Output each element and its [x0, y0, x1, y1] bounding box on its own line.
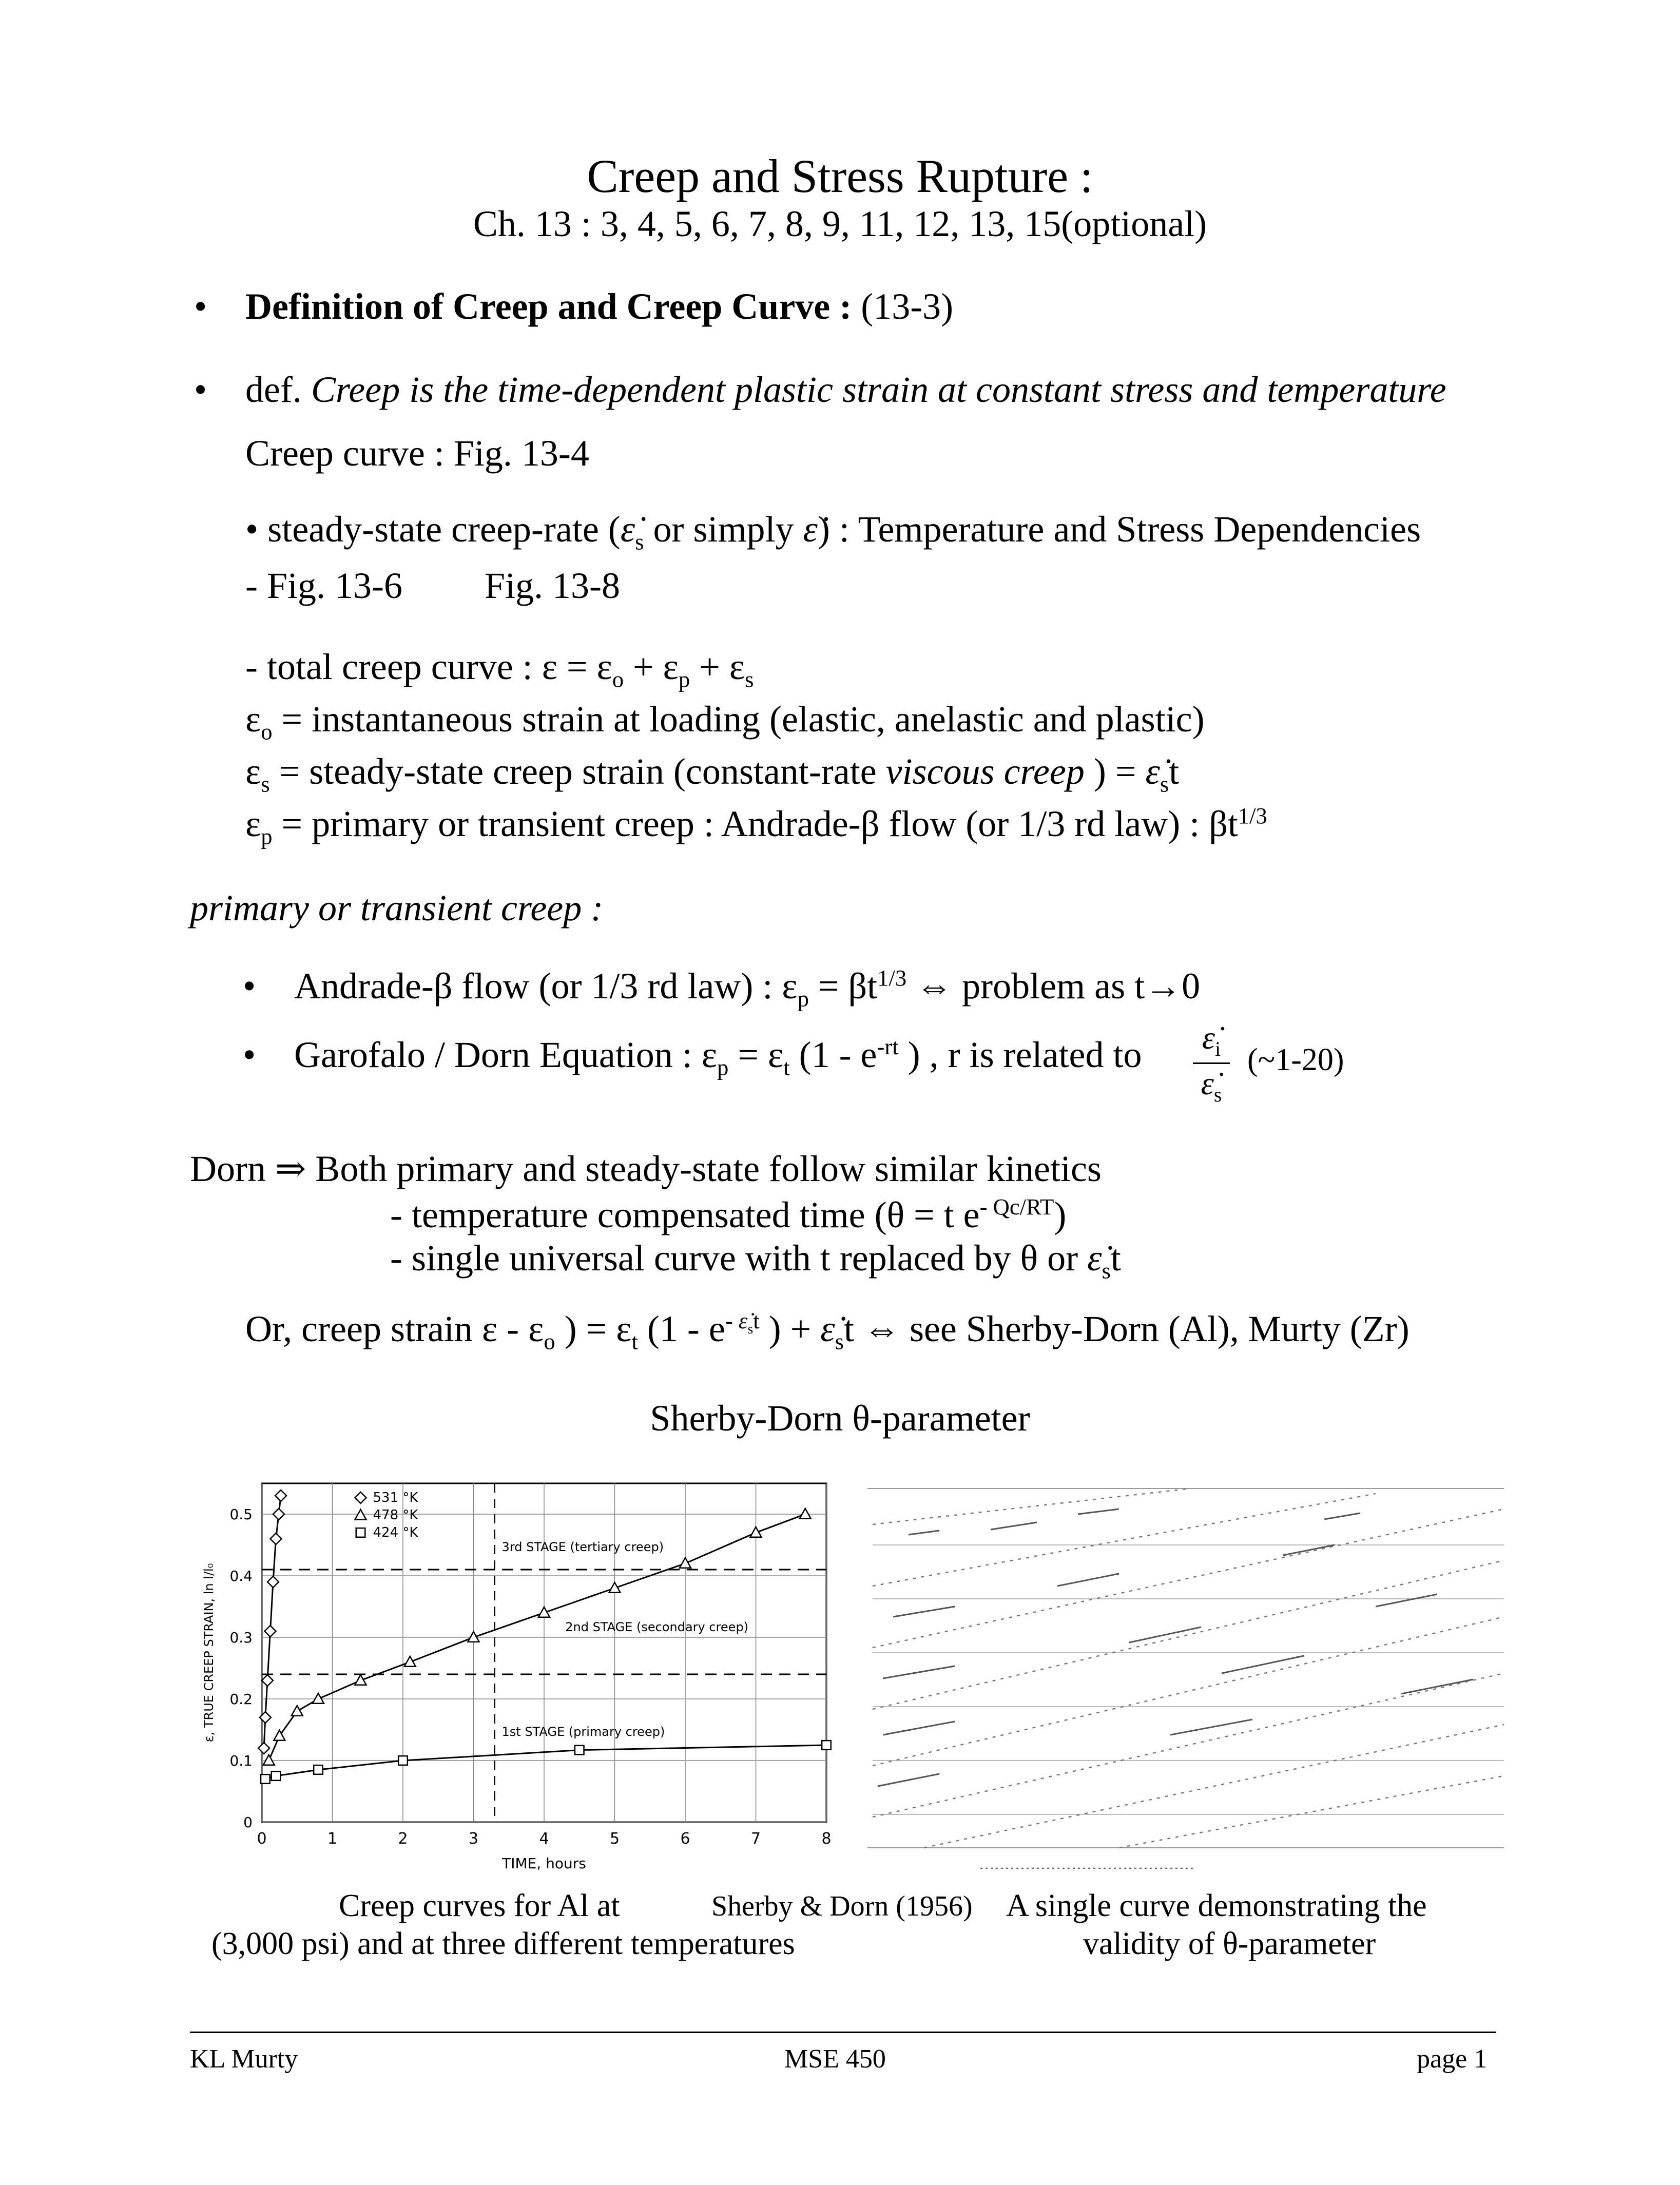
eps-dot-symbol: ε̇ — [1145, 751, 1160, 792]
superscript-exp — [725, 1308, 760, 1337]
steady-state-text-a: • steady-state creep-rate ( — [245, 509, 621, 550]
x-axis-label: TIME, hours — [502, 1855, 586, 1872]
creep-definition — [245, 369, 1446, 411]
y-axis-label: ε, TRUE CREEP STRAIN, ln l/l₀ — [202, 1563, 216, 1743]
dorn-text: (1 - e — [638, 1308, 725, 1349]
subscript-o: o — [612, 666, 624, 692]
data-point-diamond — [262, 1675, 273, 1686]
ratio-range: (~1-20) — [1247, 1042, 1344, 1077]
legend-entry: 424 °K — [373, 1525, 418, 1540]
creep-curves-chart — [185, 1468, 847, 1879]
eps-symbol: ε — [245, 751, 261, 792]
data-point-triangle — [404, 1656, 416, 1667]
footer-author: KL Murty — [190, 2044, 298, 2074]
primary-creep-heading-text: primary or transient creep : — [190, 887, 604, 929]
footer-page-number: page 1 — [1417, 2044, 1488, 2074]
dorn-text: t ⇔ see Sherby-Dorn (Al), Murty (Zr) — [843, 1308, 1409, 1349]
subscript-p: p — [678, 666, 690, 692]
subscript-t: t — [631, 1328, 638, 1355]
dorn-line-2 — [390, 1194, 1066, 1236]
data-point-triangle — [274, 1730, 285, 1741]
y-tick-label: 0.4 — [229, 1568, 253, 1584]
legend-entry: 478 °K — [373, 1507, 418, 1523]
eps-dot-symbol: ε̇ — [1201, 1065, 1214, 1102]
definition-text: = primary or transient creep : Andrade-β flow (or 1/3 rd law) : βt — [272, 803, 1238, 844]
eps-dot-symbol: ε̇ — [620, 509, 635, 550]
data-point-diamond — [258, 1743, 269, 1754]
series-line — [264, 1496, 281, 1748]
eps-symbol: ε — [245, 803, 261, 844]
subscript-s: s — [635, 529, 644, 555]
dorn-text: t — [1110, 1237, 1121, 1279]
data-point-diamond — [355, 1492, 366, 1503]
superscript-one-third: 1/3 — [1238, 803, 1267, 828]
steady-state-text-b: or simply — [644, 509, 803, 550]
dorn-text: - single universal curve with t replaced by θ or — [390, 1237, 1088, 1279]
fraction-denominator — [1191, 1067, 1232, 1105]
fraction-numerator — [1191, 1021, 1232, 1059]
dorn-line-4 — [245, 1308, 1409, 1355]
caption-left-line-1: Creep curves for Al at — [339, 1888, 620, 1923]
garofalo-bullet — [294, 1034, 1142, 1081]
subscript-s: s — [1213, 1084, 1222, 1107]
x-tick-label: 7 — [750, 1830, 761, 1848]
section-definition-label: Definition of Creep and Creep Curve : — [245, 286, 852, 327]
primary-creep-heading — [190, 887, 603, 930]
section-definition-heading — [245, 285, 953, 328]
y-tick-label: 0 — [243, 1814, 253, 1831]
x-tick-label: 3 — [468, 1830, 479, 1848]
series-square — [261, 1741, 831, 1784]
data-point-triangle — [313, 1693, 324, 1704]
data-point-triangle — [680, 1558, 691, 1568]
data-point-diamond — [271, 1533, 282, 1544]
definition-text: = instantaneous strain at loading (elastic, anelastic and plastic) — [272, 699, 1205, 740]
dorn-text: - temperature compensated time (θ = t e — [390, 1194, 980, 1235]
stage-annotation: 1st STAGE (primary creep) — [501, 1725, 665, 1739]
chart-legend — [355, 1490, 419, 1540]
x-tick-label: 8 — [821, 1830, 832, 1848]
eq-text: + ε — [624, 646, 679, 687]
section-definition-ref: (13-3) — [861, 286, 954, 327]
y-tick-label: 0.3 — [229, 1629, 253, 1646]
caption-right-line-1: A single curve demonstrating the — [1006, 1888, 1427, 1923]
fig-13-8-ref: Fig. 13-8 — [485, 565, 621, 606]
subscript-s: s — [1160, 771, 1169, 797]
subscript-s: s — [261, 771, 270, 797]
data-point-diamond — [275, 1490, 286, 1501]
subscript-s: s — [747, 1320, 754, 1337]
fig-13-6-ref: - Fig. 13-6 — [245, 565, 402, 606]
x-tick-label: 2 — [398, 1830, 408, 1848]
subscript-s: s — [835, 1328, 844, 1355]
garofalo-text: = ε — [728, 1034, 784, 1075]
subscript-p: p — [261, 823, 273, 849]
data-point-triangle — [355, 1510, 366, 1520]
data-point-diamond — [267, 1576, 279, 1588]
superscript-text: t — [753, 1308, 760, 1333]
theta-parameter-figure — [862, 1478, 1514, 1889]
x-tick-label: 0 — [257, 1830, 267, 1848]
definition-text: Creep is the time-dependent plastic strain at constant stress and temperature — [311, 369, 1446, 410]
definition-text: ) = — [1084, 751, 1146, 792]
eps-dot-symbol: ε̇ — [1202, 1019, 1215, 1056]
eq-text: + ε — [690, 646, 745, 687]
fraction-bar — [1193, 1062, 1230, 1064]
data-point-square — [356, 1528, 365, 1537]
subscript-s: s — [1102, 1258, 1111, 1284]
dorn-line-1: Dorn ⇒ Both primary and steady-state follow similar kinetics — [190, 1148, 1102, 1189]
page-title: Creep and Stress Rupture : — [587, 150, 1093, 202]
rate-ratio-fraction — [1191, 1021, 1232, 1106]
eps-symbol: ε — [245, 699, 261, 740]
definition-text: = steady-state creep strain (constant-rate — [269, 751, 886, 792]
stage-annotation: 3rd STAGE (tertiary creep) — [501, 1540, 664, 1554]
dorn-text: ) + — [759, 1308, 821, 1349]
data-point-square — [575, 1746, 584, 1755]
x-tick-label: 4 — [539, 1830, 549, 1848]
caption-source: Sherby & Dorn (1956) — [711, 1890, 973, 1922]
dorn-text: ) — [1054, 1194, 1067, 1235]
andrade-text: ⇔ problem as t→0 — [906, 965, 1201, 1007]
stage-annotation: 2nd STAGE (secondary creep) — [565, 1620, 749, 1634]
viscous-creep-text: viscous creep — [885, 751, 1085, 792]
data-point-square — [398, 1756, 408, 1765]
dorn-text: Or, creep strain ε - ε — [245, 1308, 544, 1349]
x-tick-label: 5 — [609, 1830, 620, 1848]
subscript-o: o — [261, 719, 273, 745]
superscript-qc-rt: - Qc/RT — [979, 1194, 1054, 1220]
y-tick-label: 0.2 — [229, 1691, 253, 1708]
x-tick-label: 1 — [327, 1830, 338, 1848]
eps-dot-symbol: ε̇ — [1087, 1237, 1102, 1279]
andrade-text: = βt — [808, 965, 878, 1007]
garofalo-text: Garofalo / Dorn Equation : ε — [294, 1034, 718, 1075]
footer-rule — [190, 2032, 1496, 2033]
time-symbol: t — [1169, 751, 1180, 792]
data-point-square — [261, 1774, 270, 1784]
figure-heading: Sherby-Dorn θ-parameter — [650, 1398, 1030, 1439]
subscript-p: p — [797, 985, 809, 1012]
page-subtitle: Ch. 13 : 3, 4, 5, 6, 7, 8, 9, 11, 12, 13, 15(optional) — [473, 203, 1207, 244]
series-line — [265, 1745, 826, 1779]
subscript-o: o — [544, 1328, 555, 1355]
eps-dot-symbol: ε̇ — [820, 1308, 835, 1349]
footer-course: MSE 450 — [784, 2044, 886, 2074]
x-tick-label: 6 — [680, 1830, 690, 1848]
andrade-bullet — [294, 965, 1200, 1012]
data-point-diamond — [273, 1509, 284, 1520]
legend-entry: 531 °K — [373, 1490, 418, 1505]
steady-state-text-c: ) : Temperature and Stress Dependencies — [817, 509, 1421, 550]
y-tick-label: 0.5 — [229, 1506, 253, 1523]
steady-state-line — [245, 508, 1421, 555]
dorn-line-3 — [390, 1237, 1121, 1284]
data-point-triangle — [355, 1675, 366, 1685]
figure-diagonal-traces — [873, 1488, 1504, 1848]
subscript-t: t — [783, 1054, 790, 1080]
superscript-one-third: 1/3 — [877, 965, 907, 991]
eps-symbol: ε — [616, 1308, 632, 1349]
superscript-rt: -rt — [877, 1034, 899, 1059]
eps-p-definition — [245, 803, 1267, 850]
figure-gridlines — [873, 1545, 1504, 1814]
eps-s-definition — [245, 750, 1179, 798]
subscript-s: s — [745, 666, 754, 692]
garofalo-text: (1 - e — [789, 1034, 877, 1075]
figure-data-clusters — [878, 1509, 1473, 1786]
eps-o-definition — [245, 698, 1205, 745]
data-point-triangle — [750, 1527, 762, 1537]
total-creep-curve-eq — [245, 646, 754, 693]
caption-right-line-2: validity of θ-parameter — [1083, 1926, 1376, 1961]
data-point-triangle — [292, 1706, 303, 1716]
eps-dot-symbol: ε̇ — [738, 1308, 748, 1333]
definition-prefix: def. — [245, 369, 302, 410]
data-point-square — [272, 1771, 281, 1781]
superscript-text: - — [725, 1308, 739, 1333]
chart-plot-area — [202, 1483, 832, 1872]
eq-text: - total creep curve : ε = ε — [245, 646, 612, 687]
data-point-square — [314, 1765, 323, 1774]
data-point-triangle — [800, 1509, 811, 1519]
data-point-diamond — [265, 1626, 276, 1637]
data-point-square — [822, 1741, 831, 1750]
data-point-triangle — [263, 1755, 275, 1765]
garofalo-text: ) , r is related to — [898, 1034, 1142, 1075]
andrade-text: Andrade-β flow (or 1/3 rd law) : ε — [294, 965, 798, 1007]
creep-curve-ref: Creep curve : Fig. 13-4 — [245, 433, 589, 474]
y-tick-label: 0.1 — [229, 1752, 253, 1769]
caption-left-line-2: (3,000 psi) and at three different temperatures — [211, 1926, 795, 1961]
eps-dot-symbol: ε̇ — [803, 509, 818, 550]
subscript-p: p — [717, 1054, 729, 1080]
subscript-i: i — [1215, 1037, 1221, 1060]
dorn-text: ) = — [555, 1308, 616, 1349]
